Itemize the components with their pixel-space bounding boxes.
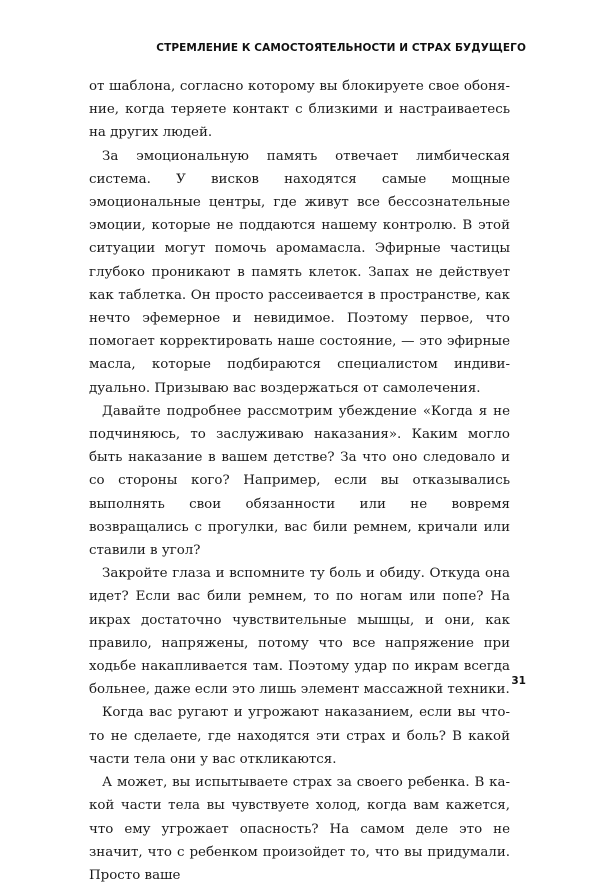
paragraph-2: За эмоциональную память отвечает лимбическая система. У висков находятся самые мощные эмоциональные центры, где живут все бессознательные эмоции, которые не поддаются нашему контролю. В этой ситуации могут помочь аромамасла. Эфирные частицы глубоко проникают в память клеток. Запах не действует как таблетка. Он просто рассеивается в пространстве, как нечто эфемерное и невидимое. Поэтому первое, что помогает корректировать наше состояние, — это эфирные масла, которые подбираются специалистом индивидуально. Призываю вас воздержаться от самолечения. bbox=[89, 148, 510, 396]
paragraph-6: А может, вы испытываете страх за своего ребенка. В какой части тела вы чувствуете холод, когда вам кажется, что ему угрожает опасность? На самом деле это не значит, что с ребенком произойдет то, что вы придумали. Просто ваше bbox=[89, 775, 510, 883]
page-number: 31 bbox=[511, 675, 526, 687]
paragraph-1: от шаблона, согласно которому вы блокируете свое обоняние, когда теряете контакт с близкими и настраиваетесь на других людей. bbox=[89, 79, 510, 141]
paragraph-4: Закройте глаза и вспомните ту боль и обиду. Откуда она идет? Если вас били ремнем, то по ногам или попе? На икрах достаточно чувствительные мышцы, и они, как правило, напряжены, потому что все напряжение при ходьбе накапливается там. Поэтому удар по икрам всегда больнее, даже если это лишь элемент массажной техники. bbox=[89, 566, 510, 698]
paragraph-5: Когда вас ругают и угрожают наказанием, если вы что-то не сделаете, где находятся эти страх и боль? В какой части тела они у вас откликаются. bbox=[89, 705, 510, 767]
paragraph-3: Давайте подробнее рассмотрим убеждение «Когда я не подчиняюсь, то заслуживаю наказания». Каким могло быть наказание в вашем детстве? За что оно следовало и со стороны кого? Например, если вы отказывались выполнять свои обязанности или не вовремя возвращались с прогулки, вас били ремнем, кричали или ставили в угол? bbox=[89, 403, 510, 559]
running-head: СТРЕМЛЕНИЕ К САМОСТОЯТЕЛЬНОСТИ И СТРАХ БУДУЩЕГО bbox=[156, 42, 526, 54]
body-text bbox=[89, 75, 510, 887]
